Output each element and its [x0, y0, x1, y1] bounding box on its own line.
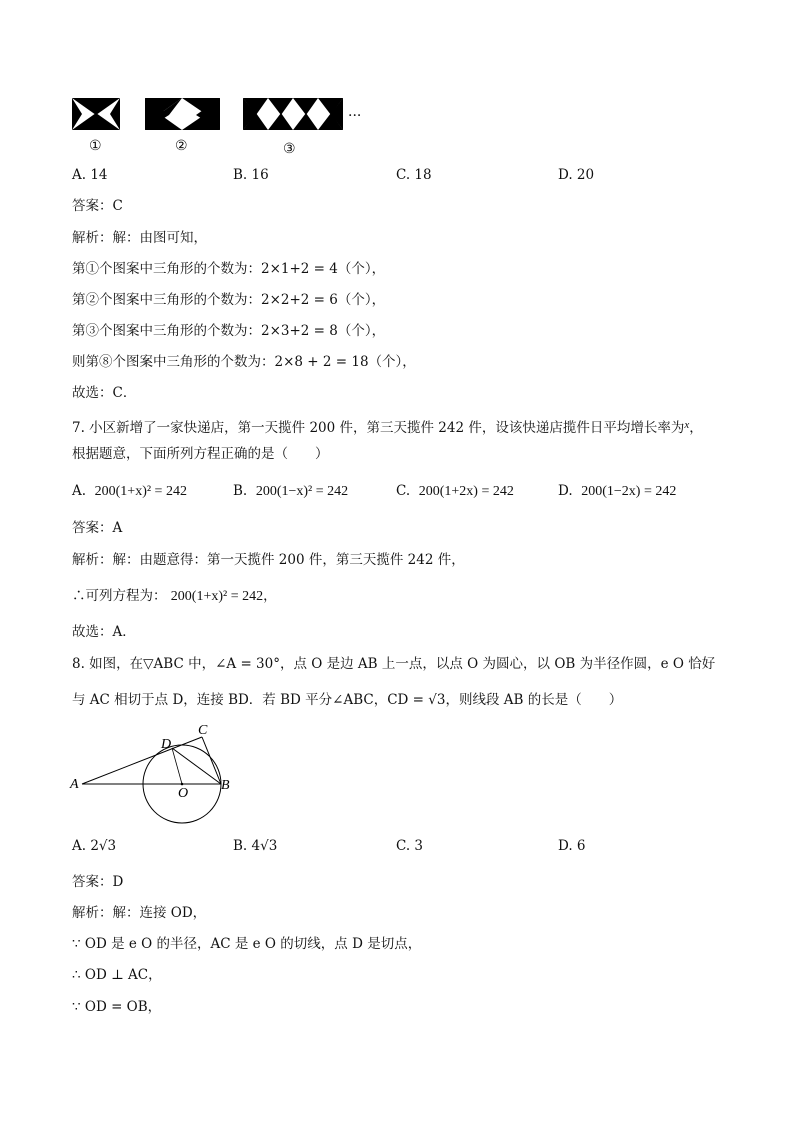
- label-o: O: [178, 786, 189, 801]
- q8-stem-2: 与 AC 相切于点 D，连接 BD．若 BD 平分∠ABC，CD = √3，则线段 AB 的长是（ ）: [72, 692, 623, 708]
- q7-analysis-2-prefix: ∴可列方程为：: [72, 588, 167, 604]
- q7-option-d: [558, 481, 676, 502]
- pattern-label-1: ①: [89, 138, 102, 154]
- q6-answer: 答案：C: [72, 198, 123, 214]
- q7-option-c-expr: 200(1+2x) = 242: [418, 484, 514, 499]
- q7-stem-1-text: 7. 小区新增了一家快递店，第一天揽件 200 件，第三天揽件 242 件，设该快递店揽件日平均增长率为: [72, 420, 685, 436]
- q8-analysis-4: ∵ OD = OB，: [72, 999, 162, 1015]
- q7-stem-1: [72, 415, 703, 438]
- q7-option-b: [233, 481, 348, 502]
- q8-stem-1: 8. 如图，在▽ABC 中，∠A = 30°，点 O 是边 AB 上一点，以点 O 为圆心，以 OB 为半径作圆，e O 恰好: [72, 656, 716, 672]
- q7-stem-variable: x: [684, 419, 690, 431]
- label-b: B: [221, 778, 230, 793]
- pattern-label-2: ②: [175, 138, 188, 154]
- segment-do: [172, 748, 182, 784]
- q6-analysis-3: 第②个图案中三角形的个数为：2×2+2 = 6（个），: [72, 292, 386, 308]
- q6-analysis-6: 故选：C．: [72, 385, 137, 401]
- q6-option-b: B. 16: [233, 167, 269, 183]
- q8-analysis-2: ∵ OD 是 e O 的半径，AC 是 e O 的切线，点 D 是切点，: [72, 936, 422, 952]
- center-dot-o: [181, 783, 184, 786]
- pattern-1: [72, 98, 120, 130]
- q7-analysis-2-expr: 200(1+x)² = 242: [170, 589, 264, 604]
- label-a: A: [70, 777, 79, 792]
- q8-option-b: B. 4√3: [233, 838, 278, 854]
- label-d: D: [161, 737, 172, 752]
- q8-analysis-1: 解析：解：连接 OD，: [72, 905, 207, 921]
- q8-analysis-3: ∴ OD ⊥ AC，: [72, 967, 162, 983]
- q7-option-c: [396, 481, 514, 502]
- q7-analysis-2: [72, 586, 277, 607]
- q7-option-b-expr: 200(1−x)² = 242: [255, 484, 349, 499]
- q7-option-a-label: A.: [72, 483, 87, 499]
- q7-stem-1-end: ，: [689, 420, 703, 436]
- q6-analysis-5: 则第⑧个图案中三角形的个数为：2×8 + 2 = 18（个），: [72, 354, 416, 370]
- pattern-ellipsis: ···: [348, 108, 362, 124]
- q7-analysis-1: 解析：解：由题意得：第一天揽件 200 件，第三天揽件 242 件，: [72, 552, 465, 568]
- q7-analysis-2-end: ，: [263, 588, 277, 604]
- q6-option-a: A. 14: [72, 167, 108, 183]
- q7-option-a: [72, 481, 187, 502]
- q6-analysis-1: 解析：解：由图可知，: [72, 230, 207, 246]
- q7-option-a-expr: 200(1+x)² = 242: [94, 484, 187, 499]
- q8-answer: 答案：D: [72, 874, 124, 890]
- q7-option-b-label: B.: [233, 483, 248, 499]
- q6-analysis-2: 第①个图案中三角形的个数为：2×1+2 = 4（个），: [72, 261, 386, 277]
- q6-option-d: D. 20: [558, 167, 595, 183]
- q8-option-c: C. 3: [396, 838, 424, 854]
- q8-option-a: A. 2√3: [72, 838, 117, 854]
- pattern-3: [243, 98, 343, 130]
- triangle-pattern-figure: [70, 95, 370, 135]
- q6-analysis-4: 第③个图案中三角形的个数为：2×3+2 = 8（个），: [72, 323, 386, 339]
- q7-option-d-label: D.: [558, 483, 573, 499]
- q7-analysis-3: 故选：A．: [72, 624, 136, 640]
- label-c: C: [198, 723, 208, 738]
- q6-option-c: C. 18: [396, 167, 432, 183]
- pattern-2: [145, 98, 220, 130]
- q7-answer: 答案：A: [72, 520, 123, 536]
- q7-option-c-label: C.: [396, 483, 411, 499]
- pattern-label-3: ③: [283, 141, 296, 157]
- q7-stem-2: 根据题意，下面所列方程正确的是（ ）: [72, 446, 329, 462]
- q8-option-d: D. 6: [558, 838, 586, 854]
- segment-ac: [82, 737, 202, 784]
- geometry-figure: [68, 720, 248, 830]
- q7-option-d-expr: 200(1−2x) = 242: [581, 484, 677, 499]
